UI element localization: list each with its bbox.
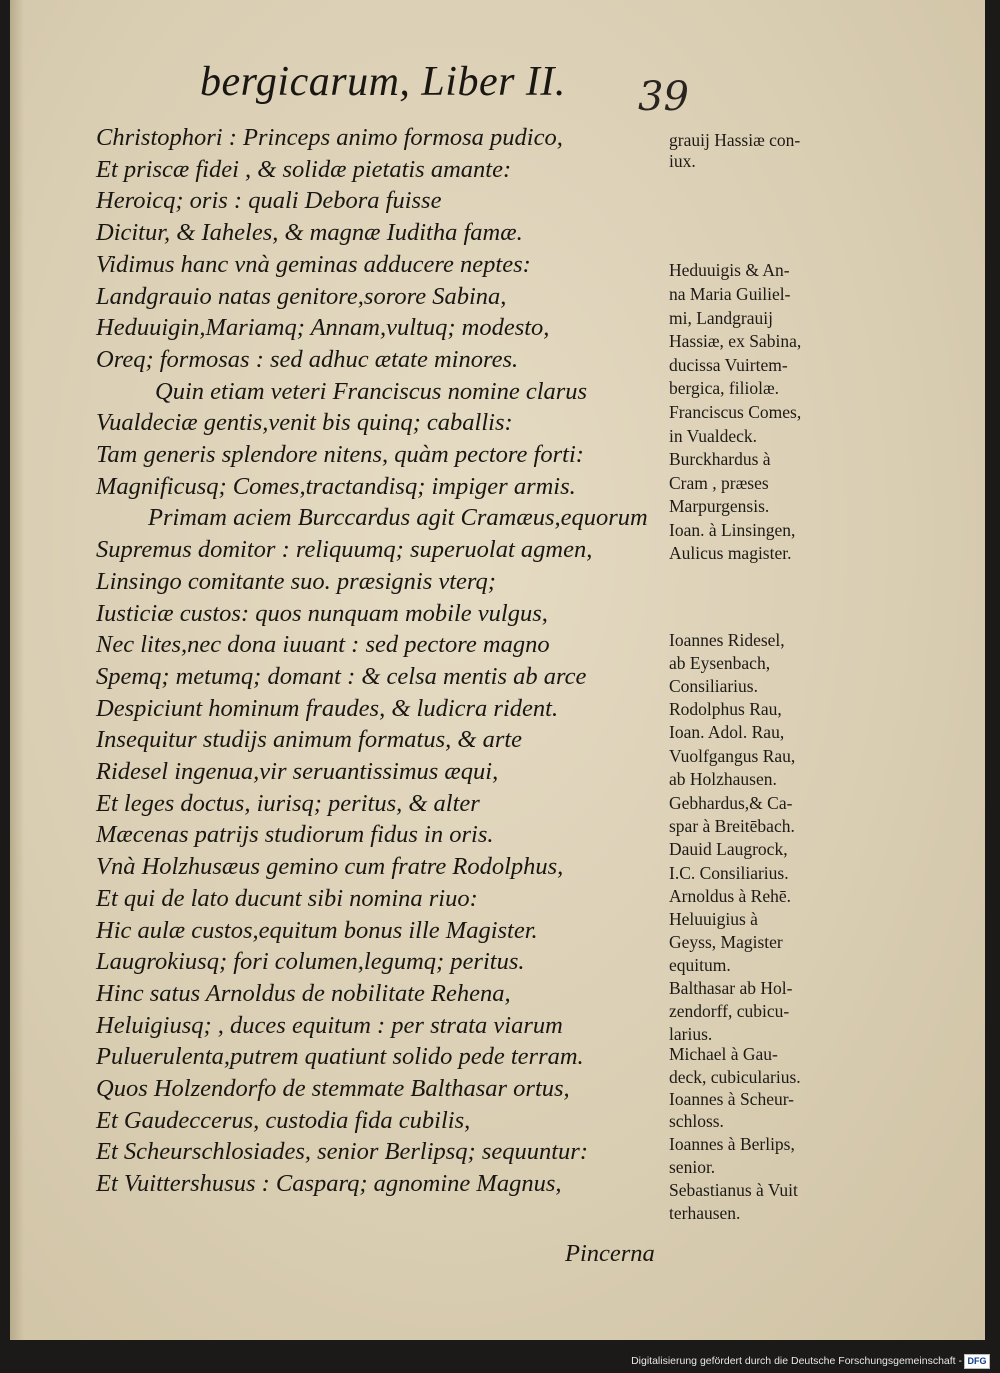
verse-line: Et leges doctus, iurisq; peritus, & alter xyxy=(96,789,480,817)
dfg-logo-icon: DFG xyxy=(964,1354,990,1369)
verse-line: Supremus domitor : reliquumq; superuolat agmen, xyxy=(96,536,593,564)
verse-line: Tam generis splendore nitens, quàm pectore forti: xyxy=(96,441,584,468)
verse-line: Spemq; metumq; domant : & celsa mentis ab arce xyxy=(96,662,587,690)
margin-note-line: Geyss, Magister xyxy=(669,932,783,952)
margin-note-line: Ioan. Adol. Rau, xyxy=(669,722,785,742)
margin-note-line: Michael à Gau- xyxy=(669,1044,778,1064)
verse-line: Ridesel ingenua,vir seruantissimus æqui, xyxy=(96,758,499,785)
verse-line: Iusticiæ custos: quos nunquam mobile vulgus, xyxy=(96,599,548,627)
verse-line: Hinc satus Arnoldus de nobilitate Rehena, xyxy=(96,979,511,1007)
verse-line: Vidimus hanc vnà geminas adducere neptes: xyxy=(96,250,531,278)
margin-note-line: ab Eysenbach, xyxy=(669,653,771,673)
page-edge-shadow xyxy=(10,0,24,1340)
verse-line: Et Scheurschlosiades, senior Berlipsq; sequuntur: xyxy=(96,1138,588,1166)
margin-note-line: Gebhardus,& Ca- xyxy=(669,793,793,813)
margin-note-line: mi, Landgrauij xyxy=(669,308,774,328)
verse-line: Mæcenas patrijs studiorum fidus in oris. xyxy=(96,821,494,849)
margin-note-line: Arnoldus à Rehē. xyxy=(669,886,791,906)
margin-note-line: in Vualdeck. xyxy=(669,426,758,446)
margin-note-line: ab Holzhausen. xyxy=(669,769,777,789)
margin-note-line: Ioan. à Linsingen, xyxy=(669,520,796,540)
margin-note-line: spar à Breitēbach. xyxy=(669,816,795,836)
verse-line: Puluerulenta,putrem quatiunt solido pede terram. xyxy=(96,1043,584,1071)
running-header: bergicarum, Liber II. xyxy=(200,59,566,105)
verse-line: Vualdeciæ gentis,venit bis quinq; caballis: xyxy=(96,409,513,437)
verse-line: Landgrauio natas genitore,sorore Sabina, xyxy=(96,282,507,310)
margin-note-line: Ioannes à Berlips, xyxy=(669,1134,795,1154)
margin-note-line: Aulicus magister. xyxy=(669,543,792,563)
margin-note-line: ducissa Vuirtem- xyxy=(669,355,788,375)
verse-line: Oreq; formosas : sed adhuc ætate minores. xyxy=(96,345,519,373)
margin-note-line: zendorff, cubicu- xyxy=(669,1001,790,1021)
verse-line: Hic aulæ custos,equitum bonus ille Magister. xyxy=(96,916,538,944)
verse-line: Et priscæ fidei , & solidæ pietatis amante: xyxy=(96,155,512,183)
verse-line: Quin etiam veteri Franciscus nomine clarus xyxy=(155,377,588,405)
margin-note-line: I.C. Consiliarius. xyxy=(669,863,789,883)
verse-line: Laugrokiusq; fori columen,legumq; peritus. xyxy=(96,948,525,976)
margin-note-line: equitum. xyxy=(669,955,731,975)
margin-note-line: na Maria Guiliel- xyxy=(669,284,791,304)
funding-credit: Digitalisierung gefördert durch die Deutsche Forschungsgemeinschaft - xyxy=(631,1355,962,1367)
margin-note-line: Consiliarius. xyxy=(669,676,758,696)
margin-note-line: senior. xyxy=(669,1157,716,1177)
margin-note-line: Franciscus Comes, xyxy=(669,402,802,422)
margin-note-line: Ioannes à Scheur- xyxy=(669,1089,795,1109)
margin-note-line: larius. xyxy=(669,1024,713,1044)
margin-note-line: Rodolphus Rau, xyxy=(669,699,782,719)
margin-note-line: Dauid Laugrock, xyxy=(669,839,788,859)
margin-note-line: Vuolfgangus Rau, xyxy=(669,746,796,766)
margin-note-line: Sebastianus à Vuit xyxy=(669,1180,798,1200)
margin-note-line: bergica, filiolæ. xyxy=(669,378,779,398)
verse-line: Magnificusq; Comes,tractandisq; impiger armis. xyxy=(96,472,576,500)
verse-line: Primam aciem Burccardus agit Cramæus,equorum xyxy=(148,504,648,532)
verse-line: Quos Holzendorfo de stemmate Balthasar ortus, xyxy=(96,1075,570,1102)
margin-note-line: Heluuigius à xyxy=(669,909,758,929)
verse-line: Heduuigin,Mariamq; Annam,vultuq; modesto, xyxy=(96,314,550,342)
verse-line: Vnà Holzhusæus gemino cum fratre Rodolphus, xyxy=(96,853,564,881)
margin-note-line: Marpurgensis. xyxy=(669,496,770,516)
margin-note-line: Cram , præses xyxy=(669,473,769,493)
margin-note-line: Hassiæ, ex Sabina, xyxy=(669,331,802,351)
margin-note-line: grauij Hassiæ con- xyxy=(669,130,801,150)
verse-line: Et Vuittershusus : Casparq; agnomine Magnus, xyxy=(96,1170,562,1198)
verse-line: Despiciunt hominum fraudes, & ludicra rident. xyxy=(96,694,559,722)
margin-note-line: terhausen. xyxy=(669,1203,741,1223)
verse-line: Linsingo comitante suo. præsignis vterq; xyxy=(96,567,496,595)
verse-line: Dicitur, & Iaheles, & magnæ Iuditha famæ. xyxy=(96,219,523,247)
margin-note-line: Heduuigis & An- xyxy=(669,260,790,280)
book-page xyxy=(10,0,985,1340)
verse-line: Heroicq; oris : quali Debora fuisse xyxy=(96,187,442,215)
catchword: Pincerna xyxy=(565,1240,655,1267)
verse-line: Christophori : Princeps animo formosa pudico, xyxy=(96,124,563,151)
verse-line: Nec lites,nec dona iuuant : sed pectore magno xyxy=(96,631,550,659)
verse-line: Insequitur studijs animum formatus, & arte xyxy=(96,726,523,754)
verse-line: Et qui de lato ducunt sibi nomina riuo: xyxy=(96,884,478,912)
margin-note-line: Balthasar ab Hol- xyxy=(669,978,793,998)
margin-note-line: Burckhardus à xyxy=(669,449,771,469)
verse-line: Et Gaudeccerus, custodia fida cubilis, xyxy=(96,1106,471,1134)
margin-note-line: Ioannes Ridesel, xyxy=(669,630,785,650)
margin-note-line: schloss. xyxy=(669,1111,724,1131)
margin-note-line: iux. xyxy=(669,151,696,171)
margin-note-line: deck, cubicularius. xyxy=(669,1067,801,1087)
page-number: 39 xyxy=(638,74,689,120)
verse-line: Heluigiusq; , duces equitum : per strata viarum xyxy=(96,1011,563,1039)
